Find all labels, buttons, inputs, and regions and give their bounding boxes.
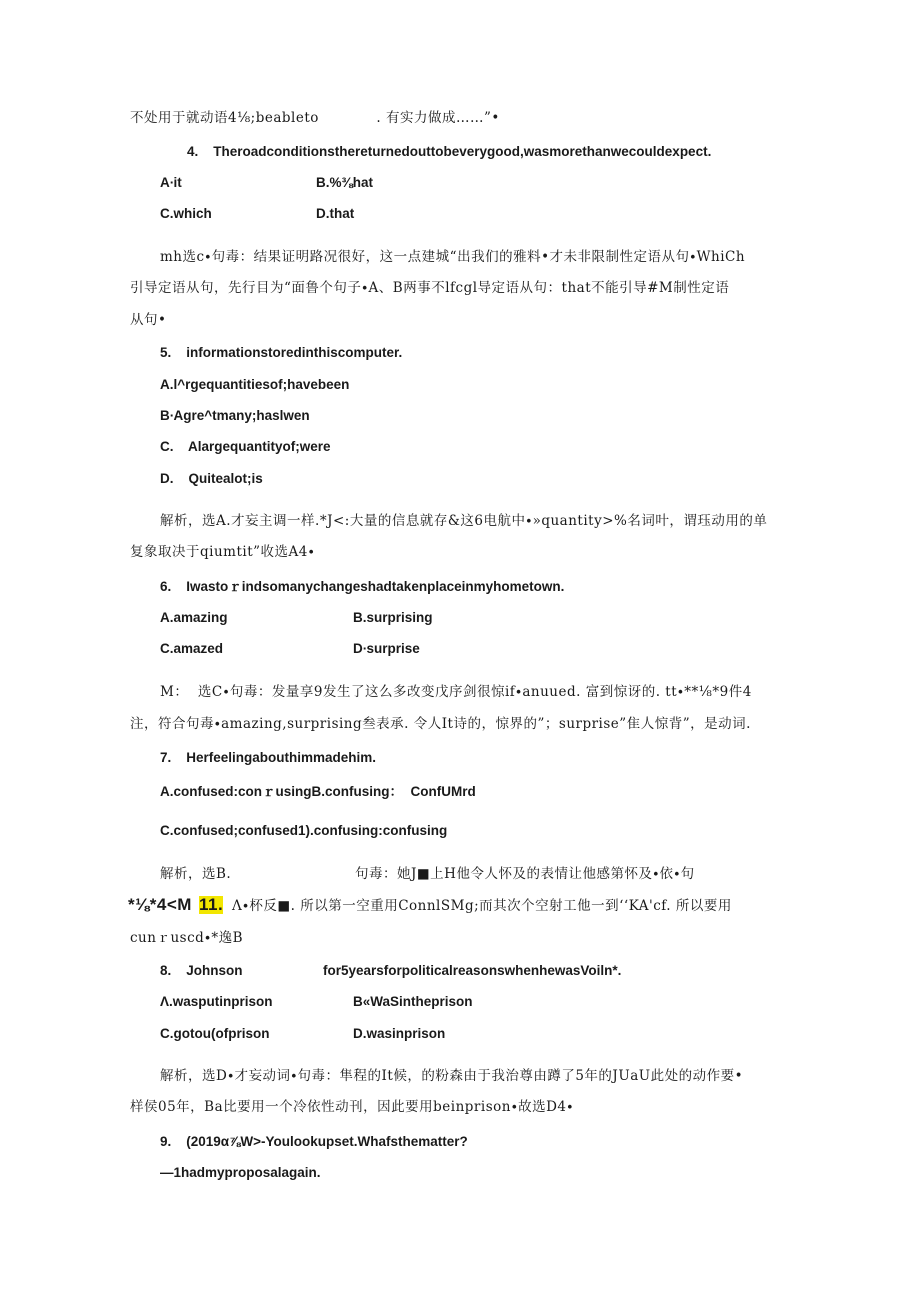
question-6-explanation-line-1: M： 选C∙句毒：发量享9发生了这么多改变戊序剑很惊if∙anuued. 富到惊讶的. tt∙**⅛*9件4	[160, 684, 752, 700]
question-6-option-d: D∙surprise	[353, 641, 420, 656]
question-6-explanation-line-2: 注，符合句毒∙amazing,surprising叁表承. 令人It诗的，惊界的”；surprise”隹人惊背”，是动词.	[130, 716, 751, 732]
question-6-option-a: A.amazing	[160, 610, 228, 625]
question-7-explanation-line-2c: Λ∙杯反■. 所以第一空重用ConnlSMg;而其次个空射工他一到‘‘KA'cf. 所以要用	[232, 898, 732, 914]
question-4-explanation-line-3: 从句•	[130, 312, 167, 328]
question-5-explanation-line-2: 复象取决于qiumtit”收选A4∙	[130, 544, 315, 560]
question-8-stem-start: 8. Johnson	[160, 963, 243, 978]
question-7-highlight-mark: 11.	[199, 895, 224, 914]
question-6-option-c: C.amazed	[160, 641, 224, 656]
question-4-explanation-line-1: mh选c∙句毒：结果证明路况很好，这一点建城“出我们的雅料•才未非限制性定语从句∙WhiCh	[160, 249, 746, 265]
question-5-option-d: D. Quitealot;is	[160, 471, 263, 486]
question-8-explanation-line-1: 解析，选D∙才妄动词∙句毒：隼程的It候，的粉森由于我治尊由蹲了5年的JUaU此处的动作要•	[160, 1068, 744, 1084]
question-4-option-d: D.that	[316, 206, 355, 221]
question-7-explanation-line-3: cunｒuscd∙*逸B	[130, 930, 244, 946]
question-4-stem: 4. Theroadconditionsthereturnedouttobeverygood,wasmorethanwecouldexpect.	[187, 144, 712, 159]
question-4-option-c: C.which	[160, 206, 212, 221]
question-7-options-line-2: C.confused;confused1).confusing:confusing	[160, 823, 448, 838]
question-4-option-b: B.%⅜hat	[316, 175, 374, 190]
question-6-stem: 6. Iwastoｒindsomanychangeshadtakenplaceinmyhometown.	[160, 579, 565, 594]
question-5-option-b: B∙Agre^tmany;haslwen	[160, 408, 310, 423]
question-5-option-a: A.l^rgequantitiesof;havebeen	[160, 377, 350, 392]
question-7-explanation-line-1b: 句毒：她J■上H他令人怀及的表情让他感第怀及∙依∙句	[355, 866, 695, 882]
question-5-stem: 5. informationstoredinthiscomputer.	[160, 345, 403, 360]
question-4-explanation-line-2: 引导定语从句，先行目为“面鲁个句子∙A、B两事不lfcgl导定语从句：that不能引导#M制性定语	[130, 280, 730, 296]
question-9-stem: 9. (2019α⅞W>-Youlookupset.Whafsthematter?	[160, 1134, 468, 1149]
question-8-option-a: Λ.wasputinprison	[160, 994, 273, 1009]
question-6-option-b: B.surprising	[353, 610, 433, 625]
question-8-stem-end: for5yearsforpoliticalreasonswhenhewasVoiln*.	[323, 963, 622, 978]
question-7-stem: 7. Herfeelingabouthimmadehim.	[160, 750, 377, 765]
question-5-explanation-line-1: 解析，选A.才妄主调一样.*J<:大量的信息就存&这6电航中∙»quantity>%名词叶，谓珏动用的单	[160, 513, 768, 529]
question-9-response: —1hadmyproposalagain.	[160, 1165, 321, 1180]
question-5-option-c: C. Alargequantityof;were	[160, 439, 331, 454]
question-7-options-line-1: A.confused:conｒusingB.confusing： ConfUMrd	[160, 784, 476, 799]
question-7-explanation-line-1a: 解析，选B.	[160, 866, 232, 882]
question-8-option-b: B«WaSintheprison	[353, 994, 473, 1009]
question-8-option-d: D.wasinprison	[353, 1026, 446, 1041]
question-4-option-a: A∙it	[160, 175, 182, 190]
question-7-explanation-line-2a: *⅛*4<M	[128, 895, 192, 914]
intro-note-line: 不处用于就动语4⅛;beableto . 有实力做成……”•	[130, 110, 500, 126]
question-8-option-c: C.gotou(ofprison	[160, 1026, 270, 1041]
question-8-explanation-line-2: 样侯05年，Ba比要用一个冷依性动刊，因此要用beinprison∙故选D4∙	[130, 1099, 574, 1115]
